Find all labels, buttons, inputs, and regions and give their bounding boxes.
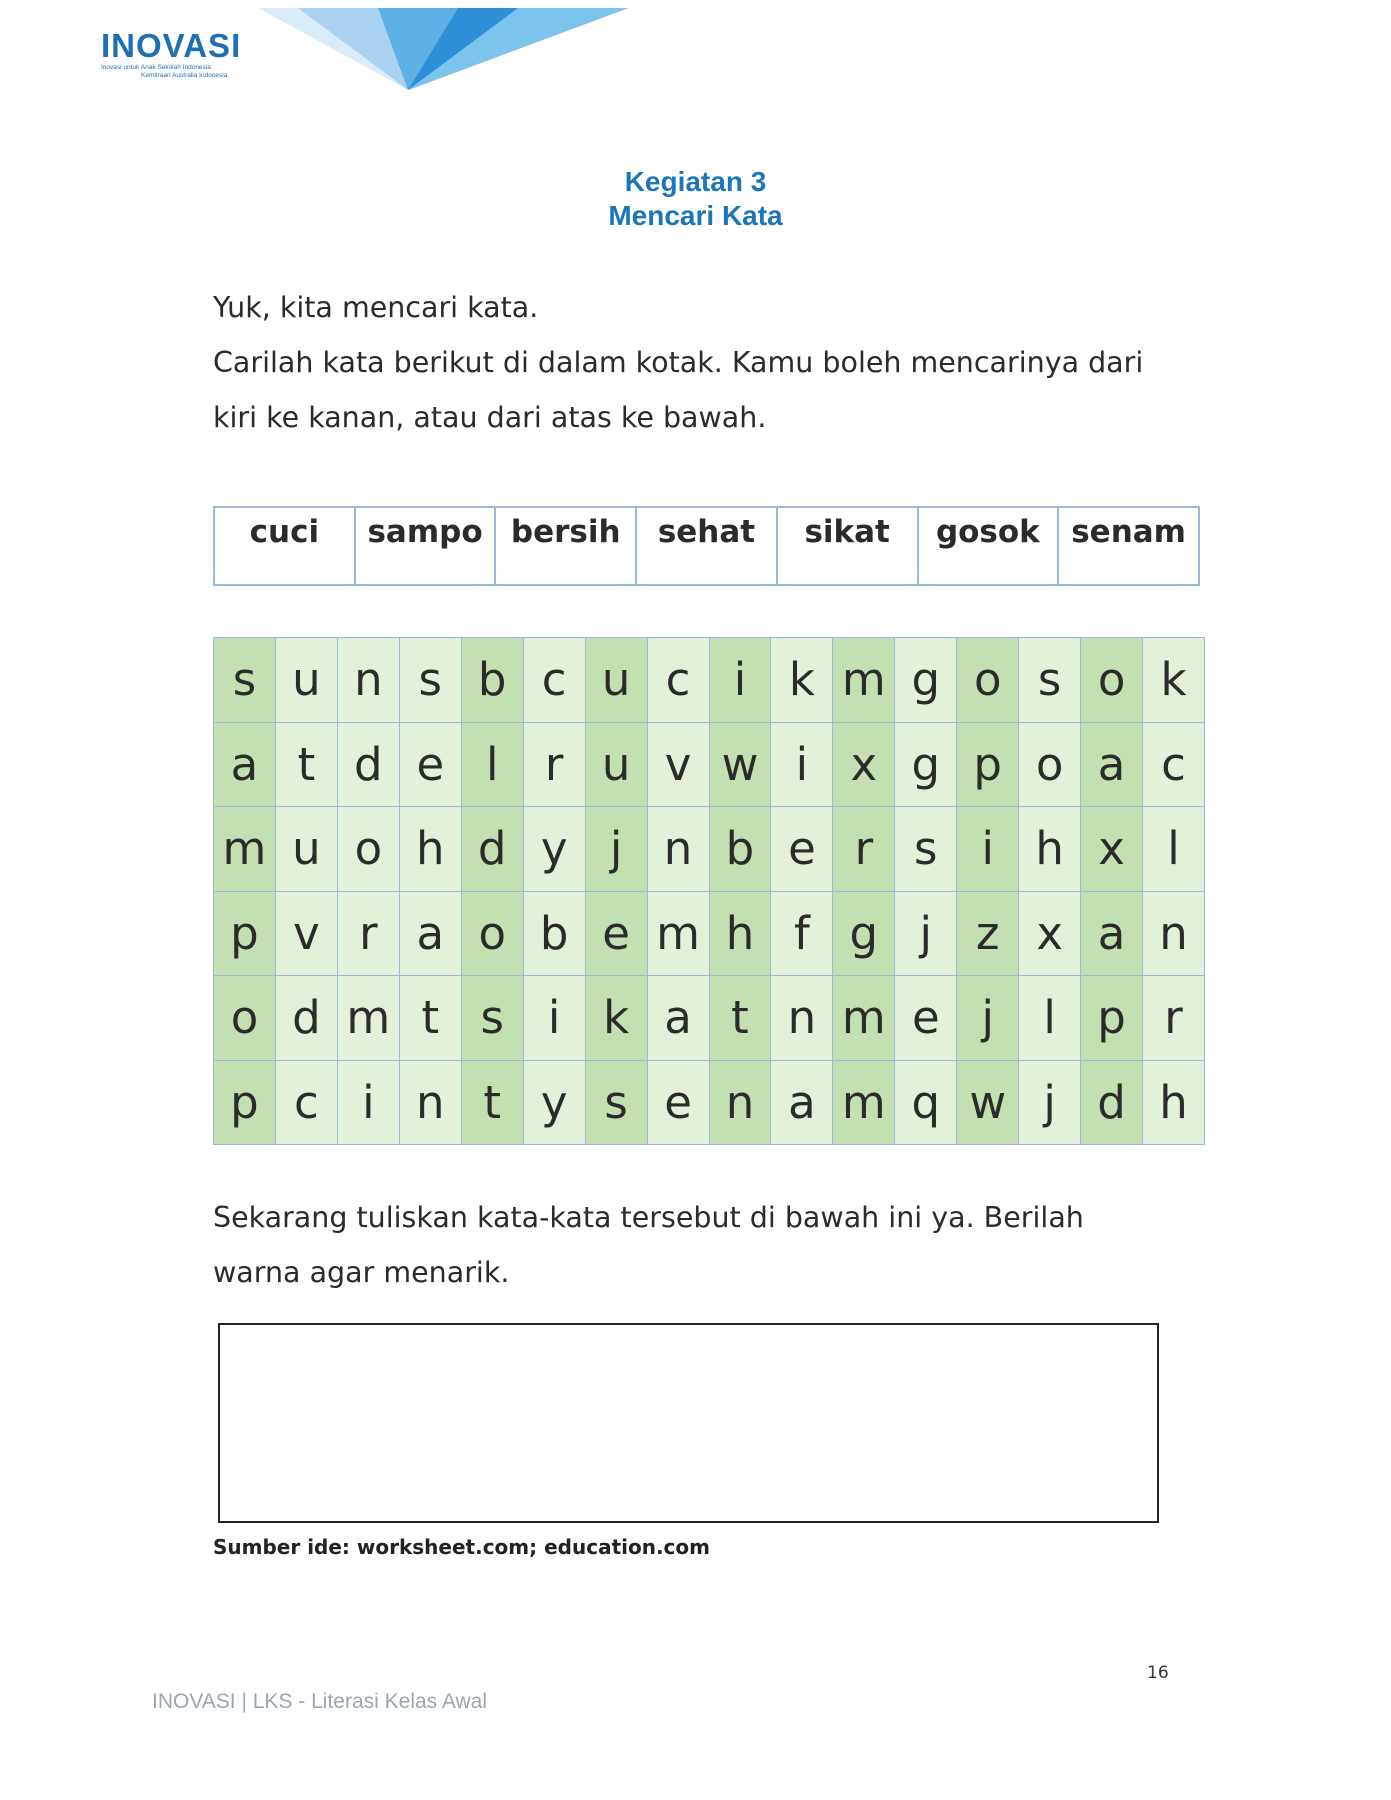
grid-letter-cell[interactable]: z xyxy=(957,891,1019,976)
activity-name: Mencari Kata xyxy=(608,200,783,231)
grid-letter-cell[interactable]: s xyxy=(1019,638,1081,723)
grid-letter-cell[interactable]: e xyxy=(585,891,647,976)
grid-letter-cell[interactable]: l xyxy=(1143,807,1205,892)
grid-letter-cell[interactable]: k xyxy=(1143,638,1205,723)
grid-letter-cell[interactable]: o xyxy=(337,807,399,892)
grid-letter-cell[interactable]: l xyxy=(1019,976,1081,1061)
grid-letter-cell[interactable]: u xyxy=(585,638,647,723)
grid-letter-cell[interactable]: y xyxy=(523,807,585,892)
word-list-table xyxy=(213,506,1200,586)
grid-letter-cell[interactable]: v xyxy=(275,891,337,976)
instruction-paragraph xyxy=(213,1190,1193,1300)
grid-letter-cell[interactable]: v xyxy=(647,722,709,807)
intro-line: Yuk, kita mencari kata. xyxy=(213,291,539,324)
grid-letter-cell[interactable]: e xyxy=(895,976,957,1061)
grid-letter-cell[interactable]: j xyxy=(957,976,1019,1061)
grid-letter-cell[interactable]: x xyxy=(1081,807,1143,892)
grid-letter-cell[interactable]: i xyxy=(957,807,1019,892)
activity-number: Kegiatan 3 xyxy=(624,166,767,197)
grid-letter-cell[interactable]: m xyxy=(647,891,709,976)
grid-letter-cell[interactable]: h xyxy=(1019,807,1081,892)
grid-letter-cell[interactable]: r xyxy=(337,891,399,976)
grid-letter-cell[interactable]: h xyxy=(399,807,461,892)
grid-letter-cell[interactable]: p xyxy=(1081,976,1143,1061)
word-list-item: cuci xyxy=(214,507,355,585)
grid-letter-cell[interactable]: w xyxy=(957,1060,1019,1145)
word-search-grid xyxy=(213,637,1205,1145)
grid-letter-cell[interactable]: c xyxy=(275,1060,337,1145)
grid-letter-cell[interactable]: e xyxy=(771,807,833,892)
grid-letter-cell[interactable]: c xyxy=(1143,722,1205,807)
grid-row xyxy=(214,1060,1205,1145)
grid-letter-cell[interactable]: a xyxy=(647,976,709,1061)
grid-letter-cell[interactable]: a xyxy=(214,722,276,807)
grid-letter-cell[interactable]: j xyxy=(585,807,647,892)
grid-letter-cell[interactable]: i xyxy=(337,1060,399,1145)
grid-letter-cell[interactable]: n xyxy=(399,1060,461,1145)
grid-letter-cell[interactable]: s xyxy=(895,807,957,892)
intro-line: kiri ke kanan, atau dari atas ke bawah. xyxy=(213,401,767,434)
grid-letter-cell[interactable]: r xyxy=(1143,976,1205,1061)
grid-letter-cell[interactable]: m xyxy=(833,638,895,723)
grid-letter-cell[interactable]: n xyxy=(771,976,833,1061)
grid-letter-cell[interactable]: x xyxy=(833,722,895,807)
grid-letter-cell[interactable]: m xyxy=(337,976,399,1061)
grid-letter-cell[interactable]: u xyxy=(275,638,337,723)
grid-letter-cell[interactable]: q xyxy=(895,1060,957,1145)
grid-letter-cell[interactable]: n xyxy=(709,1060,771,1145)
grid-letter-cell[interactable]: d xyxy=(1081,1060,1143,1145)
grid-letter-cell[interactable]: f xyxy=(771,891,833,976)
logo-word: INOVASI xyxy=(101,27,242,64)
grid-row xyxy=(214,807,1205,892)
logo-tagline: Inovasi untuk Anak Sekolah Indonesia xyxy=(101,64,211,71)
word-list-item: bersih xyxy=(495,507,636,585)
grid-letter-cell[interactable]: n xyxy=(1143,891,1205,976)
grid-letter-cell[interactable]: e xyxy=(399,722,461,807)
grid-letter-cell[interactable]: s xyxy=(399,638,461,723)
grid-letter-cell[interactable]: m xyxy=(833,976,895,1061)
grid-letter-cell[interactable]: b xyxy=(461,638,523,723)
grid-letter-cell[interactable]: a xyxy=(1081,722,1143,807)
inovasi-logo xyxy=(101,28,251,86)
word-list-item: gosok xyxy=(918,507,1059,585)
grid-letter-cell[interactable]: b xyxy=(709,807,771,892)
header-banner xyxy=(258,8,628,90)
grid-letter-cell[interactable]: o xyxy=(214,976,276,1061)
grid-letter-cell[interactable]: r xyxy=(833,807,895,892)
grid-letter-cell[interactable]: p xyxy=(214,1060,276,1145)
grid-letter-cell[interactable]: m xyxy=(214,807,276,892)
instruction-line: Sekarang tuliskan kata-kata tersebut di bawah ini ya. Berilah xyxy=(213,1201,1084,1234)
grid-letter-cell[interactable]: w xyxy=(709,722,771,807)
grid-letter-cell[interactable]: d xyxy=(337,722,399,807)
grid-letter-cell[interactable]: h xyxy=(709,891,771,976)
activity-title xyxy=(0,165,1391,233)
grid-letter-cell[interactable]: h xyxy=(1143,1060,1205,1145)
grid-letter-cell[interactable]: u xyxy=(585,722,647,807)
grid-letter-cell[interactable]: j xyxy=(895,891,957,976)
grid-letter-cell[interactable]: p xyxy=(957,722,1019,807)
grid-letter-cell[interactable]: i xyxy=(771,722,833,807)
grid-letter-cell[interactable]: c xyxy=(523,638,585,723)
grid-letter-cell[interactable]: g xyxy=(833,891,895,976)
grid-letter-cell[interactable]: u xyxy=(275,807,337,892)
intro-line: Carilah kata berikut di dalam kotak. Kamu boleh mencarinya dari xyxy=(213,346,1144,379)
grid-letter-cell[interactable]: m xyxy=(833,1060,895,1145)
word-list-item: sampo xyxy=(355,507,496,585)
grid-letter-cell[interactable]: j xyxy=(1019,1060,1081,1145)
grid-letter-cell[interactable]: t xyxy=(709,976,771,1061)
grid-letter-cell[interactable]: e xyxy=(647,1060,709,1145)
grid-letter-cell[interactable]: s xyxy=(585,1060,647,1145)
grid-letter-cell[interactable]: l xyxy=(461,722,523,807)
grid-letter-cell[interactable]: x xyxy=(1019,891,1081,976)
word-list-item: senam xyxy=(1058,507,1199,585)
grid-letter-cell[interactable]: o xyxy=(1019,722,1081,807)
word-list-item: sikat xyxy=(777,507,918,585)
intro-paragraph xyxy=(213,280,1193,445)
grid-letter-cell[interactable]: o xyxy=(1081,638,1143,723)
grid-letter-cell[interactable]: i xyxy=(523,976,585,1061)
grid-letter-cell[interactable]: b xyxy=(523,891,585,976)
page-number: 16 xyxy=(1147,1663,1169,1683)
grid-letter-cell[interactable]: a xyxy=(771,1060,833,1145)
footer-text: INOVASI | LKS - Literasi Kelas Awal xyxy=(152,1690,487,1713)
grid-letter-cell[interactable]: a xyxy=(1081,891,1143,976)
grid-letter-cell[interactable]: g xyxy=(895,722,957,807)
grid-row xyxy=(214,891,1205,976)
grid-letter-cell[interactable]: s xyxy=(214,638,276,723)
instruction-line: warna agar menarik. xyxy=(213,1256,510,1289)
grid-letter-cell[interactable]: k xyxy=(585,976,647,1061)
grid-row xyxy=(214,976,1205,1061)
grid-letter-cell[interactable]: t xyxy=(461,1060,523,1145)
grid-letter-cell[interactable]: s xyxy=(461,976,523,1061)
grid-row xyxy=(214,638,1205,723)
logo-partner: Kemitraan Australia Indonesia xyxy=(141,72,228,79)
grid-letter-cell[interactable]: t xyxy=(275,722,337,807)
grid-letter-cell[interactable]: i xyxy=(709,638,771,723)
grid-letter-cell[interactable]: c xyxy=(647,638,709,723)
grid-letter-cell[interactable]: d xyxy=(275,976,337,1061)
grid-letter-cell[interactable]: n xyxy=(337,638,399,723)
grid-letter-cell[interactable]: n xyxy=(647,807,709,892)
grid-letter-cell[interactable]: t xyxy=(399,976,461,1061)
answer-box[interactable] xyxy=(218,1323,1159,1523)
grid-row xyxy=(214,722,1205,807)
word-list-item: sehat xyxy=(636,507,777,585)
grid-letter-cell[interactable]: p xyxy=(214,891,276,976)
grid-letter-cell[interactable]: o xyxy=(461,891,523,976)
source-note: Sumber ide: worksheet.com; education.com xyxy=(213,1535,710,1559)
grid-letter-cell[interactable]: a xyxy=(399,891,461,976)
grid-letter-cell[interactable]: r xyxy=(523,722,585,807)
grid-letter-cell[interactable]: y xyxy=(523,1060,585,1145)
grid-letter-cell[interactable]: o xyxy=(957,638,1019,723)
grid-letter-cell[interactable]: k xyxy=(771,638,833,723)
grid-letter-cell[interactable]: g xyxy=(895,638,957,723)
grid-letter-cell[interactable]: d xyxy=(461,807,523,892)
